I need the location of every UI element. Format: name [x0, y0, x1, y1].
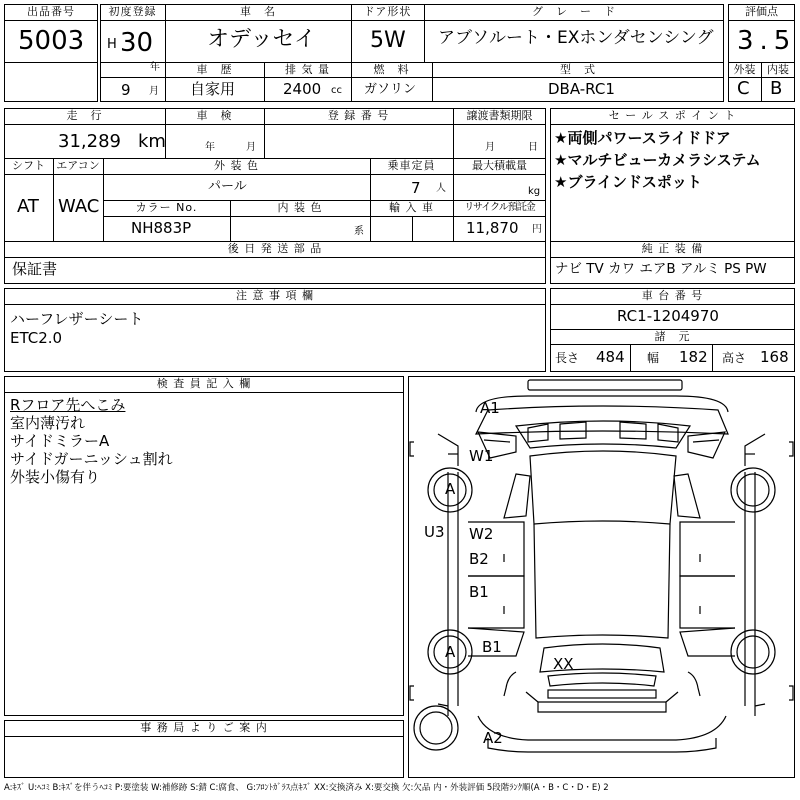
first-reg-month: 9 — [121, 81, 131, 99]
mark-b2: B2 — [469, 550, 489, 568]
color-no-label: カラー No. — [135, 201, 198, 214]
recycle-value: 11,870 — [466, 219, 519, 237]
max-load-label: 最大積載量 — [472, 159, 527, 172]
later-parts-value: 保証書 — [12, 260, 58, 278]
dims-width: 182 — [679, 348, 708, 366]
damage-code-legend: A:ｷｽﾞ U:ﾍｺﾐ B:ｷｽﾞを伴うﾍｺﾐ P:要塗装 W:補修跡 S:錆 C:腐食、 G:ﾌﾛﾝﾄｶﾞﾗｽ点ｷｽﾞ XX:交換済み X:要交換 欠:欠品 内・外装評価 5段階ﾗﾝｸ順(A・B・C・D・E) 2 — [4, 783, 609, 793]
grade-label: グ レ ー ド — [532, 5, 616, 18]
history-label: 車 歴 — [196, 63, 233, 76]
first-reg-label: 初度登録 — [108, 5, 157, 18]
caution-line-2: ETC2.0 — [10, 329, 63, 347]
ext-color-value: パール — [208, 179, 247, 194]
grade-value: アブソルート・EXホンダセンシング — [438, 28, 714, 48]
inspector-line-3: サイドミラーA — [10, 432, 110, 450]
transfer-day-unit: 日 — [528, 142, 538, 153]
displacement-value: 2400 — [283, 80, 322, 98]
model-label: 型 式 — [560, 63, 596, 76]
mark-a-rear-left: A — [445, 643, 456, 661]
mileage-value: 31,289 — [58, 131, 121, 152]
int-score-label: 内装 — [767, 63, 789, 76]
inspector-line-5: 外装小傷有り — [10, 468, 101, 486]
color-no-value: NH883P — [131, 219, 192, 237]
first-reg-month-unit: 月 — [149, 86, 159, 97]
first-reg-year-unit: 年 — [150, 62, 160, 73]
ext-score-value: C — [737, 78, 750, 99]
history-value: 自家用 — [190, 80, 236, 98]
door-value: 5W — [370, 28, 406, 53]
mark-w2: W2 — [469, 525, 494, 543]
shift-value: AT — [17, 196, 39, 217]
car-name-label: 車 名 — [240, 5, 276, 18]
inspector-line-2: 室内薄汚れ — [10, 414, 86, 432]
int-color-unit: 系 — [354, 226, 364, 237]
model-value: DBA-RC1 — [548, 80, 615, 98]
reg-no-label: 登 録 番 号 — [327, 109, 390, 122]
dims-length-label: 長さ — [555, 351, 580, 365]
import-label: 輸 入 車 — [389, 201, 434, 214]
dims-width-label: 幅 — [647, 351, 660, 365]
displacement-unit: cc — [331, 85, 342, 96]
capacity-unit: 人 — [436, 183, 446, 194]
recycle-unit: 円 — [532, 224, 542, 235]
capacity-value: 7 — [411, 179, 421, 197]
score-label: 評価点 — [745, 5, 778, 18]
inspection-label: 車 検 — [196, 109, 233, 122]
door-label: ドア形状 — [363, 5, 412, 18]
shift-label: シフト — [12, 159, 45, 172]
aircon-value: WAC — [58, 196, 100, 217]
score-value: 3.5 — [737, 26, 797, 56]
transfer-label: 譲渡書類期限 — [466, 109, 533, 122]
caution-line-1: ハーフレザーシート — [10, 310, 144, 328]
recycle-label: リサイクル預託金 — [464, 202, 535, 213]
mark-a2: A2 — [483, 729, 503, 747]
mileage-label: 走 行 — [66, 109, 103, 122]
equipment-value: ナビ TV カワ エアB アルミ PS PW — [555, 261, 767, 277]
chassis-label: 車 台 番 号 — [641, 289, 704, 302]
mark-a-front-left: A — [445, 480, 456, 498]
dims-length: 484 — [596, 348, 625, 366]
dims-height-label: 高さ — [722, 351, 747, 365]
fuel-label: 燃 料 — [373, 63, 410, 76]
mark-b1-rear: B1 — [482, 638, 502, 656]
first-reg-era: H — [107, 37, 117, 52]
chassis-value: RC1-1204970 — [617, 307, 719, 325]
transfer-month-unit: 月 — [485, 142, 495, 153]
mileage-unit: km — [138, 131, 166, 152]
mark-w1: W1 — [469, 447, 494, 465]
office-label: 事 務 局 よ り ご 案 内 — [140, 721, 268, 734]
ext-color-label: 外 装 色 — [214, 159, 259, 172]
mark-xx: XX — [553, 655, 574, 673]
sales-label: セ ー ル ス ポ イ ン ト — [608, 109, 737, 122]
lot-label: 出品番号 — [27, 5, 75, 18]
first-reg-year: 30 — [120, 28, 154, 58]
later-parts-label: 後 日 発 送 部 品 — [227, 242, 323, 255]
fuel-value: ガソリン — [364, 82, 417, 97]
max-load-unit: kg — [528, 186, 541, 197]
capacity-label: 乗車定員 — [387, 159, 436, 172]
inspection-year-unit: 年 — [205, 142, 215, 153]
int-color-label: 内 装 色 — [277, 201, 323, 214]
sales-point-3: ★ブラインドスポット — [554, 173, 702, 191]
mark-b1-mid: B1 — [469, 583, 489, 601]
inspector-line-1: Rフロア先へこみ — [10, 396, 126, 414]
ext-score-label: 外装 — [733, 63, 756, 76]
aircon-label: エアコン — [56, 159, 100, 172]
inspector-label: 検 査 員 記 入 欄 — [156, 377, 252, 390]
mark-a1: A1 — [480, 399, 500, 417]
int-score-value: B — [770, 78, 783, 99]
inspector-line-4: サイドガーニッシュ割れ — [10, 450, 173, 468]
car-name-value: オデッセイ — [207, 27, 316, 52]
dims-label: 諸 元 — [654, 330, 691, 343]
sales-point-2: ★マルチビューカメラシステム — [554, 151, 761, 169]
equipment-label: 純 正 装 備 — [641, 242, 704, 255]
sales-point-1: ★両側パワースライドドア — [554, 129, 731, 147]
mark-u3: U3 — [424, 523, 445, 541]
car-diagram — [408, 376, 795, 778]
displacement-label: 排 気 量 — [285, 63, 330, 76]
lot-number: 5003 — [18, 26, 85, 56]
inspection-month-unit: 月 — [246, 142, 256, 153]
caution-label: 注 意 事 項 欄 — [236, 289, 314, 302]
dims-height: 168 — [760, 348, 789, 366]
